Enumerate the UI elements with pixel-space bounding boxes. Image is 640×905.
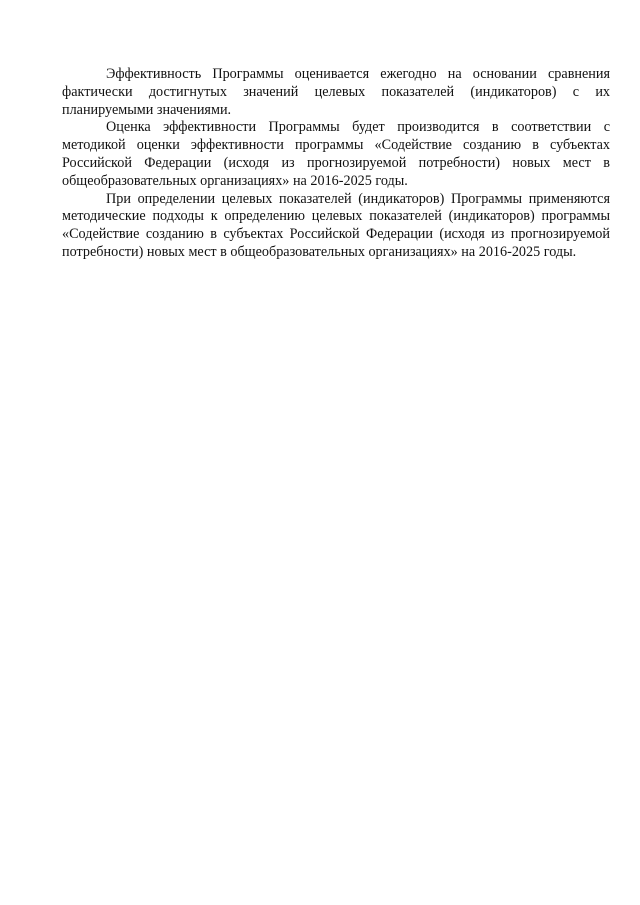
document-body: [62, 66, 610, 262]
paragraph-target-indicators: При определении целевых показателей (индикаторов) Программы применяются методические подходы к определению целевых показателей (индикаторов) программы «Содействие созданию в субъектах Российской Федерации (исходя из прогнозируемой потребности) новых мест в общеобразовательных организациях» на 2016-2025 годы.: [62, 190, 610, 260]
paragraph-evaluation-methodology: Оценка эффективности Программы будет производится в соответствии с методикой оценки эффективности программы «Содействие созданию в субъектах Российской Федерации (исходя из прогнозируемой потребности) новых мест в общеобразовательных организациях» на 2016-2025 годы.: [62, 119, 610, 189]
paragraph-effectiveness-evaluation: Эффективность Программы оценивается ежегодно на основании сравнения фактически достигнутых значений целевых показателей (индикаторов) с их планируемыми значениями.: [62, 66, 610, 118]
